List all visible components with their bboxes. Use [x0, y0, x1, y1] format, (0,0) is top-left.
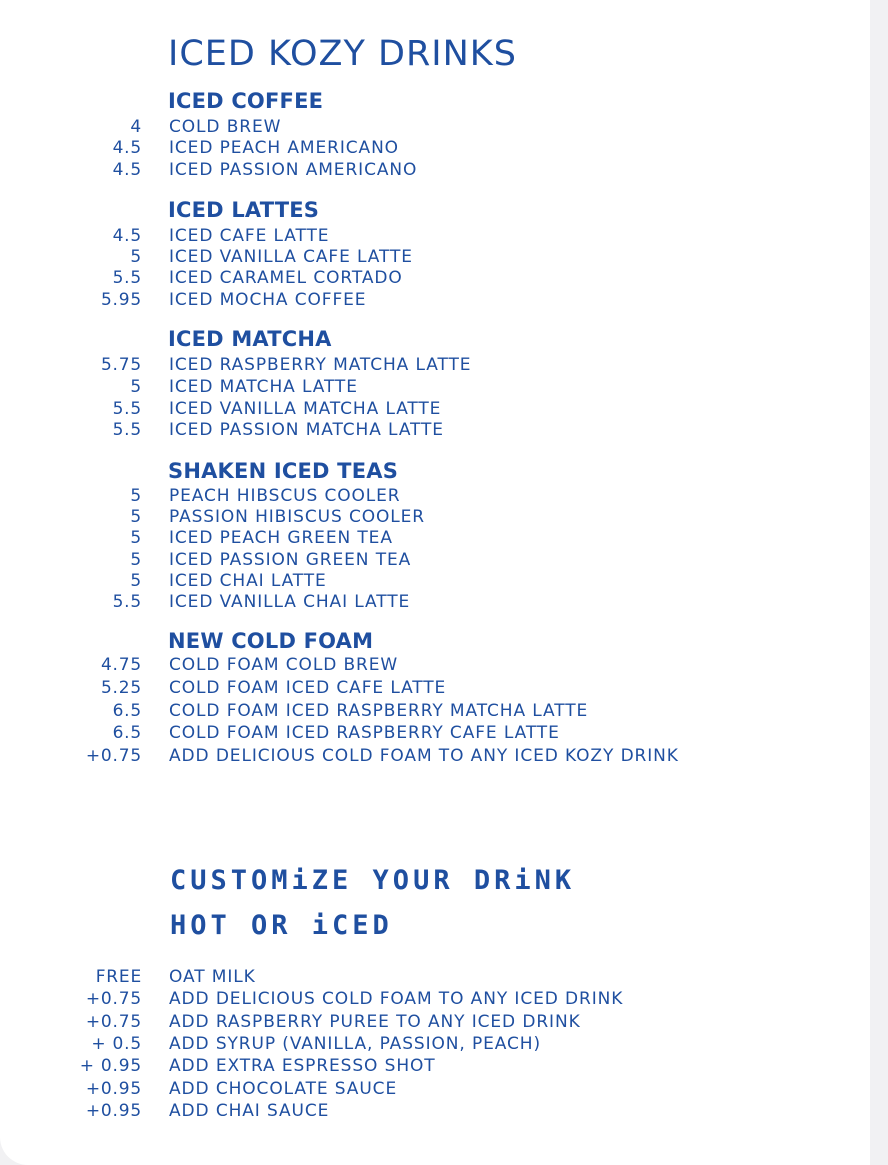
customize-name: ADD DELICIOUS COLD FOAM TO ANY ICED DRINK	[169, 989, 624, 1010]
item-price: 5.5	[112, 268, 142, 289]
item-name: ICED MOCHA COFFEE	[169, 289, 367, 310]
menu-item-row	[0, 226, 870, 247]
item-price: 4	[130, 117, 142, 137]
customize-subheading: HOT OR iCED	[170, 910, 393, 941]
menu-item-row	[0, 571, 870, 592]
section-iced-lattes	[0, 197, 870, 223]
item-name: COLD FOAM ICED CAFE LATTE	[169, 677, 447, 698]
item-name: ICED VANILLA CHAI LATTE	[169, 592, 411, 612]
item-price: 6.5	[112, 700, 142, 721]
item-price: +0.75	[85, 746, 142, 767]
customize-price: +0.95	[85, 1078, 142, 1099]
customize-item-row	[0, 1012, 870, 1033]
item-price: 5	[130, 247, 142, 268]
section-heading: ICED LATTES	[168, 198, 320, 222]
item-price: 5.75	[100, 355, 142, 375]
customize-item-row	[0, 1079, 870, 1100]
item-price: 5	[130, 549, 142, 570]
page-title: ICED KOZY DRINKS	[168, 34, 517, 74]
item-price: 5.25	[100, 677, 142, 698]
customize-name: ADD EXTRA ESPRESSO SHOT	[169, 1056, 436, 1077]
customize-price: + 0.5	[91, 1033, 142, 1054]
section-heading: SHAKEN ICED TEAS	[168, 459, 399, 483]
item-name: ICED CAFE LATTE	[169, 226, 330, 246]
customize-name: ADD SYRUP (VANILLA, PASSION, PEACH)	[169, 1033, 542, 1054]
item-name: PEACH HIBSCUS COOLER	[169, 486, 401, 506]
item-price: 6.5	[112, 723, 142, 744]
item-name: ICED CHAI LATTE	[169, 570, 327, 591]
item-name: ADD DELICIOUS COLD FOAM TO ANY ICED KOZY DRINK	[169, 746, 679, 767]
customize-name: ADD CHOCOLATE SAUCE	[169, 1078, 398, 1099]
item-name: ICED PASSION AMERICANO	[169, 159, 418, 180]
menu-item-row	[0, 377, 870, 398]
customize-price: +0.75	[85, 1011, 142, 1032]
item-price: 4.75	[100, 655, 142, 675]
menu-item-row	[0, 399, 870, 420]
item-price: 5.5	[112, 398, 142, 419]
section-new-cold-foam	[0, 628, 870, 654]
item-name: ICED CARAMEL CORTADO	[169, 268, 403, 289]
section-iced-coffee	[0, 88, 870, 114]
menu-item-row	[0, 655, 870, 676]
item-price: 5	[130, 507, 142, 528]
menu-item-row	[0, 486, 870, 507]
item-price: 5	[130, 528, 142, 549]
item-price: 5.95	[100, 289, 142, 310]
menu-item-row	[0, 160, 870, 181]
item-name: ICED VANILLA CAFE LATTE	[169, 247, 413, 268]
item-name: ICED PASSION GREEN TEA	[169, 549, 412, 570]
item-name: COLD FOAM COLD BREW	[169, 655, 399, 675]
item-name: PASSION HIBISCUS COOLER	[169, 507, 426, 528]
section-heading: ICED COFFEE	[168, 89, 324, 113]
item-name: COLD FOAM ICED RASPBERRY MATCHA LATTE	[169, 700, 589, 721]
item-price: 5.5	[112, 592, 142, 612]
section-shaken-iced-teas	[0, 458, 870, 484]
item-price: 5	[130, 570, 142, 591]
item-name: ICED VANILLA MATCHA LATTE	[169, 398, 442, 419]
section-heading: NEW COLD FOAM	[168, 629, 374, 653]
item-name: COLD FOAM ICED RASPBERRY CAFE LATTE	[169, 723, 560, 744]
menu-item-row	[0, 138, 870, 159]
menu-item-row	[0, 507, 870, 528]
menu-item-row	[0, 355, 870, 376]
customize-item-row	[0, 967, 870, 988]
customize-price: + 0.95	[79, 1056, 142, 1077]
menu-item-row	[0, 701, 870, 722]
menu-item-row	[0, 290, 870, 311]
item-name: ICED PASSION MATCHA LATTE	[169, 420, 444, 441]
customize-name: OAT MILK	[169, 967, 256, 987]
customize-name: ADD RASPBERRY PUREE TO ANY ICED DRINK	[169, 1011, 581, 1032]
menu-item-row	[0, 247, 870, 268]
menu-item-row	[0, 723, 870, 744]
item-price: 4.5	[112, 138, 142, 159]
customize-item-row	[0, 989, 870, 1010]
menu-item-row	[0, 117, 870, 138]
customize-price: +0.95	[85, 1100, 142, 1121]
menu-item-row	[0, 268, 870, 289]
section-heading: ICED MATCHA	[168, 327, 332, 351]
item-price: 5	[130, 376, 142, 397]
customize-price: FREE	[95, 967, 142, 987]
menu-item-row	[0, 678, 870, 699]
item-name: ICED RASPBERRY MATCHA LATTE	[169, 355, 472, 375]
item-price: 5.5	[112, 420, 142, 441]
customize-heading: CUSTOMiZE YOUR DRiNK	[170, 865, 576, 896]
customize-item-row	[0, 1056, 870, 1077]
item-name: ICED MATCHA LATTE	[169, 376, 358, 397]
customize-price: +0.75	[85, 989, 142, 1010]
menu-item-row	[0, 528, 870, 549]
item-name: ICED PEACH AMERICANO	[169, 138, 399, 159]
section-iced-matcha	[0, 326, 870, 352]
item-name: COLD BREW	[169, 117, 282, 137]
customize-item-row	[0, 1034, 870, 1055]
customize-item-row	[0, 1101, 870, 1122]
item-price: 4.5	[112, 226, 142, 246]
customize-name: ADD CHAI SAUCE	[169, 1100, 330, 1121]
menu-item-row	[0, 592, 870, 613]
menu-item-row	[0, 746, 870, 767]
item-name: ICED PEACH GREEN TEA	[169, 528, 393, 549]
menu-item-row	[0, 550, 870, 571]
item-price: 4.5	[112, 159, 142, 180]
menu-item-row	[0, 420, 870, 441]
item-price: 5	[130, 486, 142, 506]
